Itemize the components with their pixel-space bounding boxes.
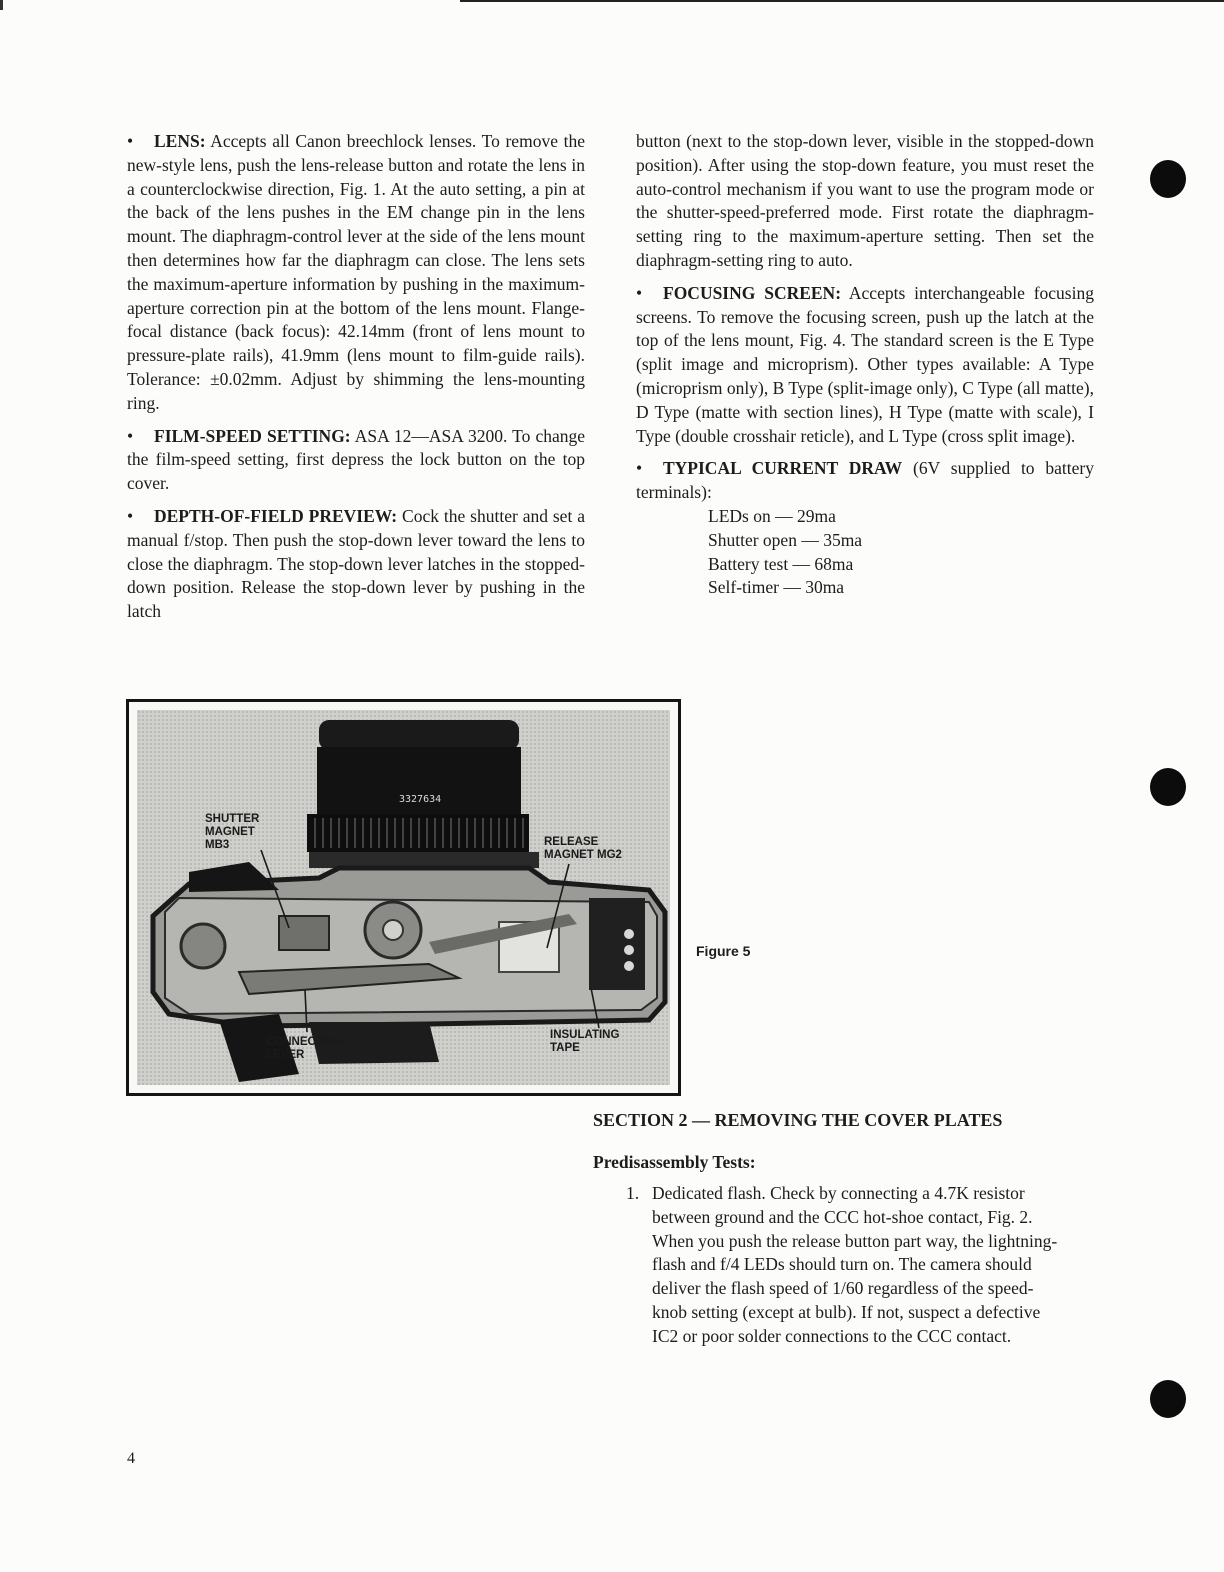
dof-preview-text: Cock the shutter and set a manual f/stop. Then push the stop-down lever toward the lens to close the diaphragm. The stop-down lever latches in the stopped-down position. Release the stop-down lever by pushing in the latch — [127, 505, 585, 622]
callout-release-magnet-line1: RELEASE — [544, 836, 599, 848]
callout-insulating-tape-line2: TAPE — [550, 1042, 580, 1054]
lens-serial-number: 3327634 — [399, 794, 442, 805]
callout-shutter-magnet-line3: MB3 — [205, 839, 230, 851]
callout-shutter-magnet-line2: MAGNET — [205, 826, 255, 838]
right-column — [636, 130, 1094, 600]
left-column — [127, 130, 585, 633]
list-item: Self-timer — 30ma — [708, 577, 845, 598]
binder-hole-top — [1150, 160, 1186, 198]
dof-continued-paragraph: button (next to the stop-down lever, visible in the stopped-down position). After using the stop-down feature, you must reset the auto-control mechanism if you want to use the program mode or the shutter-speed-preferred mode. First rotate the diaphragm-setting ring to the maximum-aperture setting. Then set the diaphragm-setting ring to auto. — [636, 131, 1094, 270]
list-item: Shutter open — 35ma — [708, 529, 863, 550]
figure-5-photo — [126, 699, 681, 1096]
bullet-icon: • — [127, 425, 134, 446]
scan-top-edge — [460, 0, 1224, 2]
lens-text: Accepts all Canon breechlock lenses. To remove the new-style lens, push the lens-release button and rotate the lens in a counterclockwise direction, Fig. 1. At the auto setting, a pin at the back of the lens pushes in the EM change pin in the lens mount. The diaphragm-control lever at the side of the lens mount then determines how far the diaphragm can close. The lens sets the maximum-aperture information by pushing in the maximum-aperture correction pin at the bottom of the lens mount. Flange-focal distance (back focus): 42.14mm (front of lens mount to pressure-plate rails), 41.9mm (lens mount to film-guide rails). Tolerance: ±0.02mm. Adjust by shimming the lens-mounting ring. — [127, 131, 585, 413]
callout-insulating-tape-line1: INSULATING — [550, 1029, 620, 1041]
dof-preview-heading: DEPTH-OF-FIELD PREVIEW: — [154, 505, 398, 526]
scan-left-edge — [0, 0, 3, 10]
section-subtitle: Predisassembly Tests: — [593, 1152, 756, 1172]
binder-hole-bottom — [1150, 1380, 1186, 1418]
bullet-icon: • — [127, 131, 134, 151]
lens-paragraph — [127, 130, 585, 416]
section-title: SECTION 2 — REMOVING THE COVER PLATES — [593, 1110, 1003, 1130]
current-draw-list — [708, 505, 1094, 600]
film-speed-heading: FILM-SPEED SETTING: — [154, 425, 351, 446]
focusing-screen-heading: FOCUSING SCREEN: — [663, 282, 842, 303]
bullet-icon: • — [636, 458, 643, 479]
focusing-screen-text: Accepts interchangeable focusing screens. To remove the focusing screen, push up the latch at the top of the lens mount, Fig. 4. The standard screen is the E Type (split image and microprism). Other types available: A Type (microprism only), B Type (split-image only), C Type (all matte), D Type (matte with section lines), H Type (matte with scale), I Type (double crosshair reticle), and L Type (cross split image). — [636, 282, 1094, 446]
focusing-screen-paragraph — [636, 282, 1094, 449]
figure-caption: Figure 5 — [696, 943, 751, 959]
lens-heading: LENS: — [154, 131, 206, 151]
list-item — [626, 1182, 1062, 1349]
step-text: Dedicated flash. Check by connecting a 4.7K resistor between ground and the CCC hot-shoe contact, Fig. 2. When you push the release button part way, the lightning-flash and f/4 LEDs should turn on. The camera should deliver the flash speed of 1/60 regardless of the speed-knob setting (except at bulb). If not, suspect a defective IC2 or poor solder connections to the CCC contact. — [652, 1183, 1058, 1346]
bullet-icon: • — [636, 282, 643, 303]
callout-connecting-lever-line1: CONNECTING — [266, 1036, 344, 1048]
step-number: 1. — [626, 1183, 640, 1203]
current-draw-heading: TYPICAL CURRENT DRAW — [663, 458, 903, 479]
page-number: 4 — [127, 1450, 135, 1467]
lens-barrel — [307, 720, 539, 868]
binder-hole-middle — [1150, 768, 1186, 806]
current-draw-text: (6V supplied to battery terminals): — [636, 458, 1094, 503]
list-item: Battery test — 68ma — [708, 553, 854, 574]
bullet-icon: • — [127, 505, 134, 526]
camera-top-illustration — [129, 702, 678, 1093]
list-item: LEDs on — 29ma — [708, 505, 836, 526]
callout-connecting-lever-line2: LEVER — [266, 1049, 305, 1061]
dof-preview-paragraph — [127, 505, 585, 624]
callout-shutter-magnet-line1: SHUTTER — [205, 813, 260, 825]
film-speed-text: ASA 12—ASA 3200. To change the film-speed setting, first depress the lock button on the top cover. — [127, 425, 585, 494]
current-draw-paragraph — [636, 457, 1094, 505]
film-speed-paragraph — [127, 425, 585, 496]
callout-release-magnet-line2: MAGNET MG2 — [544, 849, 622, 861]
predisassembly-steps — [626, 1182, 1062, 1349]
